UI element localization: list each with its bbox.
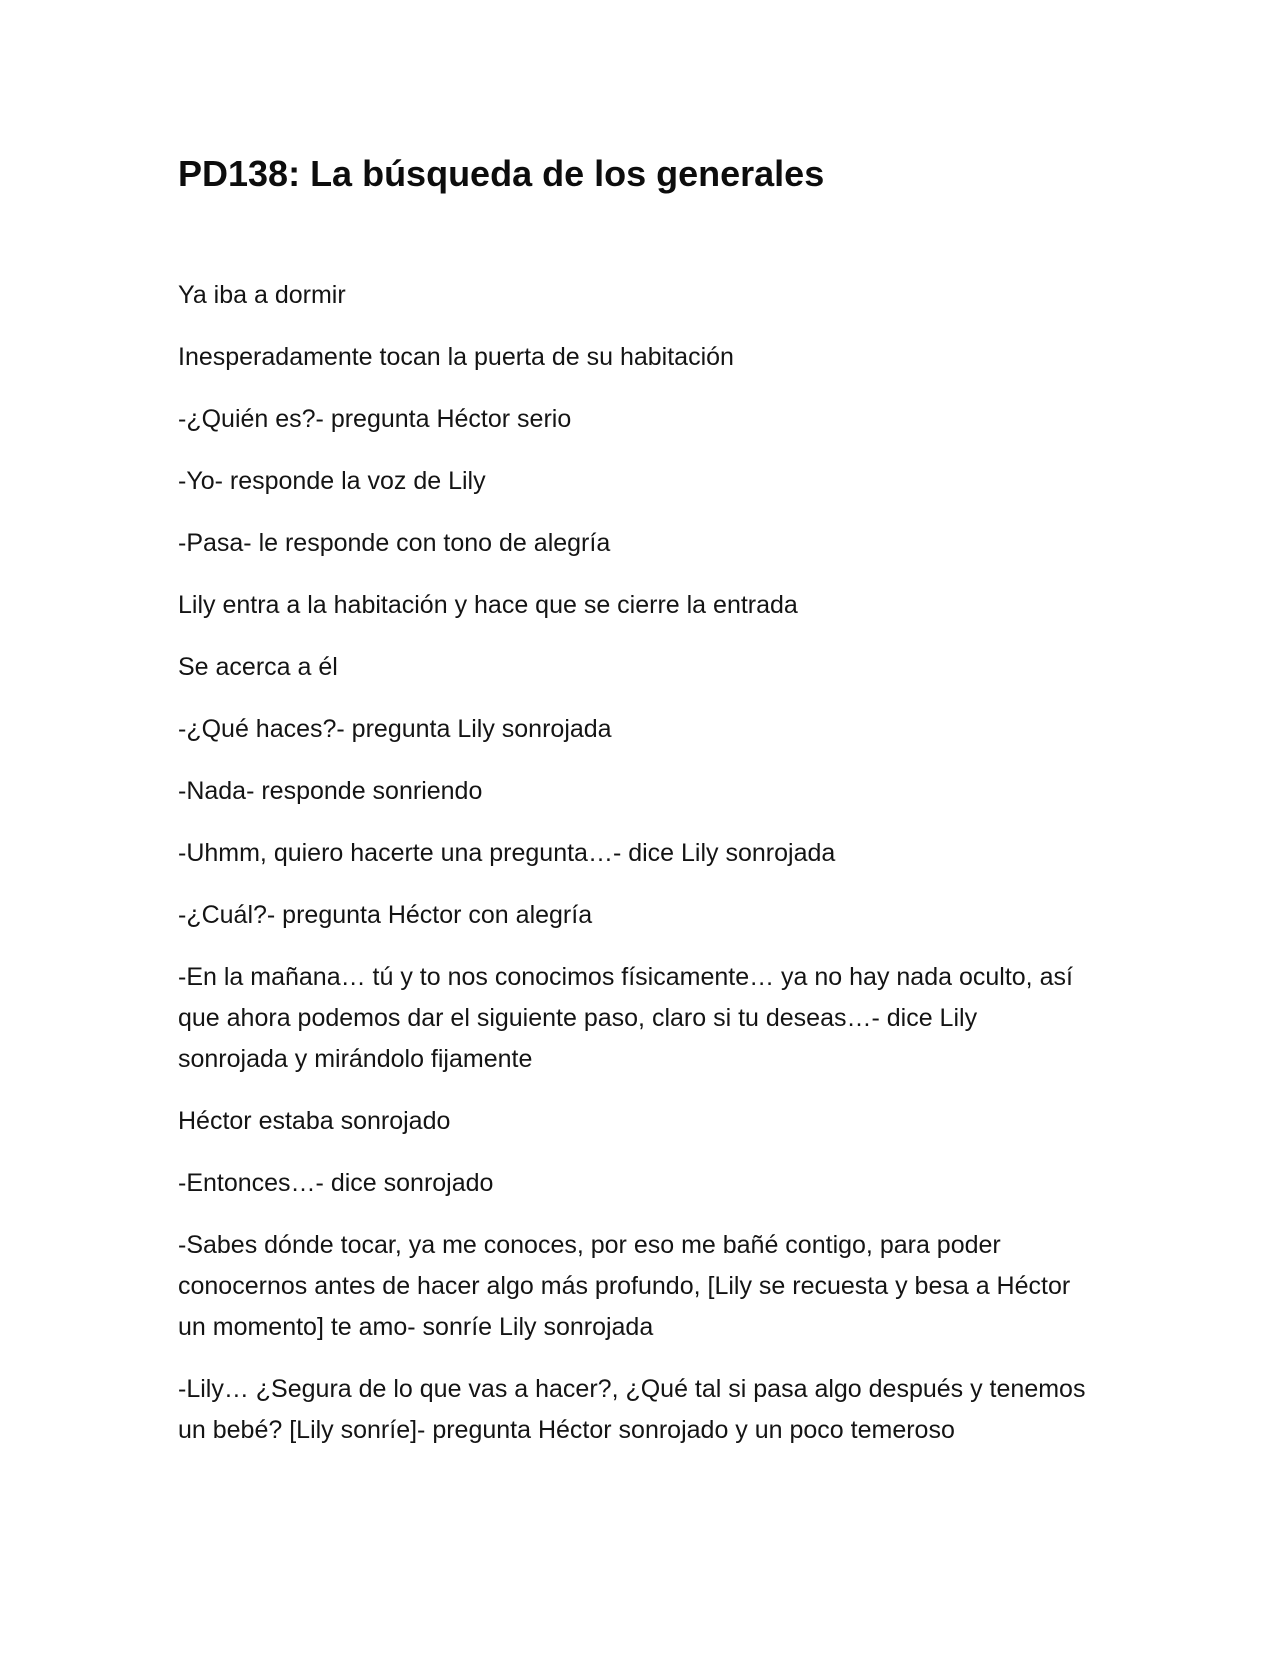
paragraph: -Uhmm, quiero hacerte una pregunta…- dice Lily sonrojada bbox=[178, 839, 836, 867]
paragraph: Lily entra a la habitación y hace que se cierre la entrada bbox=[178, 591, 798, 619]
paragraph: -¿Qué haces?- pregunta Lily sonrojada bbox=[178, 715, 612, 743]
paragraph: Ya iba a dormir bbox=[178, 281, 346, 309]
paragraph: -¿Cuál?- pregunta Héctor con alegría bbox=[178, 901, 593, 929]
paragraph: -Yo- responde la voz de Lily bbox=[178, 467, 486, 495]
paragraph-list bbox=[178, 275, 1088, 1451]
paragraph: -En la mañana… tú y to nos conocimos físicamente… ya no hay nada oculto, así que ahora podemos dar el siguiente paso, claro si tu deseas…- dice Lily sonrojada y mirándolo fijamente bbox=[178, 963, 1073, 1073]
paragraph: -Sabes dónde tocar, ya me conoces, por eso me bañé contigo, para poder conocernos antes de hacer algo más profundo, [Lily se recuesta y besa a Héctor un momento] te amo- sonríe Lily sonrojada bbox=[178, 1231, 1071, 1341]
paragraph: -Lily… ¿Segura de lo que vas a hacer?, ¿Qué tal si pasa algo después y tenemos un bebé? [Lily sonríe]- pregunta Héctor sonrojado y un poco temeroso bbox=[178, 1375, 1086, 1444]
document-title: PD138: La búsqueda de los generales bbox=[178, 153, 825, 194]
paragraph: Héctor estaba sonrojado bbox=[178, 1107, 451, 1135]
paragraph: Se acerca a él bbox=[178, 653, 338, 681]
paragraph: Inesperadamente tocan la puerta de su habitación bbox=[178, 343, 734, 371]
paragraph: -¿Quién es?- pregunta Héctor serio bbox=[178, 405, 572, 433]
document-body bbox=[178, 148, 1088, 1472]
paragraph: -Nada- responde sonriendo bbox=[178, 777, 483, 805]
paragraph: -Pasa- le responde con tono de alegría bbox=[178, 529, 611, 557]
paragraph: -Entonces…- dice sonrojado bbox=[178, 1169, 494, 1197]
